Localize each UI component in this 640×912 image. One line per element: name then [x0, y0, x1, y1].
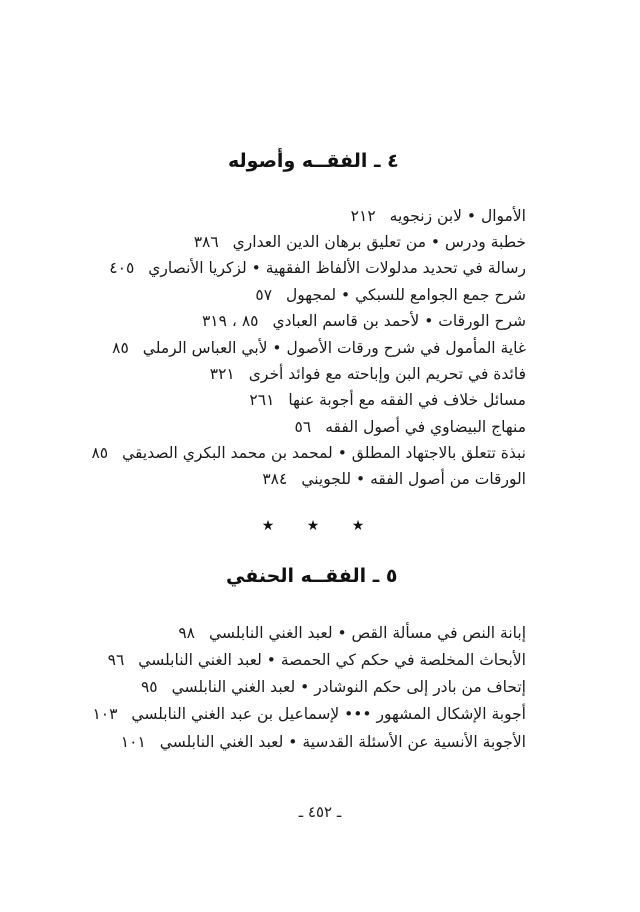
entry-title: أجوبة الإشكال المشهور ••• لإسماعيل بن عبد الغني النابلسي: [131, 705, 526, 723]
entry-page-number: ١٠١: [120, 733, 146, 751]
entry-title: خطبة ودرس • من تعليق برهان الدين العداري: [232, 233, 526, 251]
entry-page-number: ٢١٢: [350, 207, 376, 225]
index-entry: [112, 337, 526, 359]
entry-page-number: ٩٦: [107, 651, 125, 669]
index-entry: [109, 257, 526, 279]
entry-page-number: ٨٥: [91, 444, 109, 462]
index-entry: [210, 363, 526, 385]
entry-title: الأجوبة الأنسية عن الأسئلة القدسية • لعبد الغني النابلسي: [159, 733, 526, 751]
entry-page-number: ٣٢١: [209, 365, 235, 383]
entry-page-number: ٨٥: [112, 339, 129, 357]
index-entry: [351, 205, 526, 227]
entry-title: الورقات من أصول الفقه • للجويني: [301, 470, 526, 488]
index-entry: [178, 622, 526, 644]
entry-page-number: ٣٨٦: [193, 233, 219, 251]
entry-title: مسائل خلاف في الفقه مع أجوبة عنها: [288, 391, 526, 409]
section-separator: ★ ★ ★: [261, 518, 379, 534]
entry-page-number: ٤٠٥: [109, 259, 135, 277]
section-4-heading: ٤ ـ الفقــه وأصوله: [228, 150, 399, 172]
entry-page-number: ٩٨: [178, 624, 195, 642]
entry-title: الأموال • لابن زنجويه: [389, 207, 526, 225]
entry-page-number: ١٠٣: [92, 705, 118, 723]
entry-title: الأبحاث المخلصة في حكم كي الحمصة • لعبد الغني النابلسي: [138, 651, 526, 669]
index-entry: [249, 389, 526, 411]
entry-page-number: ٩٥: [140, 678, 158, 696]
entry-title: إتحاف من بادر إلى حكم النوشادر • لعبد الغني النابلسي: [171, 678, 526, 696]
entry-page-number: ٨٥ ، ٣١٩: [201, 312, 259, 330]
entry-title: منهاج البيضاوي في أصول الفقه: [325, 418, 526, 436]
index-entry: [121, 731, 526, 753]
entry-title: فائدة في تحريم البن وإباحته مع فوائد أخرى: [248, 365, 526, 383]
entry-title: غاية المأمول في شرح ورقات الأصول • لأبي العباس الرملي: [142, 339, 526, 357]
entry-title: نبذة تتعلق بالاجتهاد المطلق • لمحمد بن محمد البكري الصديقي: [122, 444, 526, 462]
index-entry: [194, 231, 526, 253]
entry-page-number: ٣٨٤: [262, 470, 288, 488]
entry-title: شرح جمع الجوامع للسبكي • لمجهول: [286, 286, 526, 304]
index-entry: [202, 310, 526, 332]
page-number: ـ ٤٥٢ ـ: [298, 803, 342, 821]
index-entry: [91, 442, 526, 464]
entry-page-number: ٢٦١: [249, 391, 275, 409]
index-entry: [255, 284, 526, 306]
entry-title: شرح الورقات • لأحمد بن قاسم العبادي: [272, 312, 526, 330]
index-entry: [141, 676, 526, 698]
entry-page-number: ٥٧: [255, 286, 273, 304]
section-5-heading: ٥ ـ الفقــه الحنفي: [226, 565, 398, 587]
index-entry: [262, 468, 526, 490]
entry-page-number: ٥٦: [294, 418, 312, 436]
index-entry: [295, 416, 526, 438]
entry-title: رسالة في تحديد مدلولات الألفاظ الفقهية • لزكريا الأنصاري: [148, 259, 526, 277]
entry-title: إبانة النص في مسألة القص • لعبد الغني النابلسي: [208, 624, 526, 642]
index-entry: [92, 703, 526, 725]
index-entry: [108, 649, 526, 671]
